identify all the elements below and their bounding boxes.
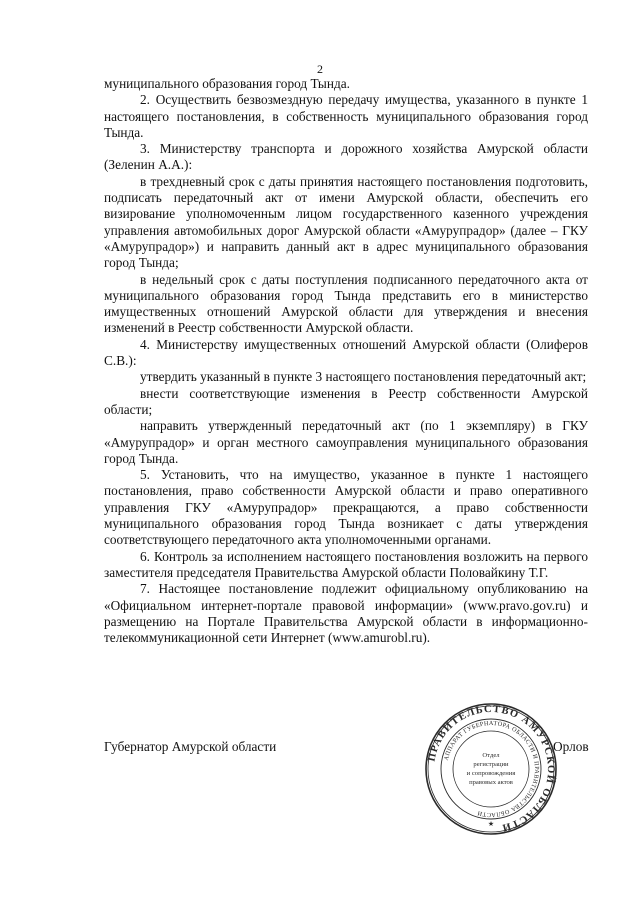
stamp-center-line: и сопровождения bbox=[466, 770, 516, 777]
paragraph: 3. Министерству транспорта и дорожного хозяйства Амурской области (Зеленин А.А.): bbox=[104, 141, 588, 173]
page-number: 2 bbox=[317, 62, 323, 76]
paragraph: муниципального образования город Тында. bbox=[104, 76, 350, 91]
signature-position: Губернатор Амурской области bbox=[104, 739, 277, 754]
paragraph: 7. Настоящее постановление подлежит официальному опубликованию на «Официальном интернет-портале правовой информации» (www.pravo.gov.ru) и размещению на Портале Правительства Амурской области в информационно-телекоммуникационной сети Интернет (www.amurobl.ru). bbox=[104, 581, 588, 646]
paragraph: 2. Осуществить безвозмездную передачу имущества, указанного в пункте 1 настоящего постановления, в собственность муниципального образования город Тында. bbox=[104, 92, 588, 140]
paragraph: 5. Установить, что на имущество, указанное в пункте 1 настоящего постановления, право собственности Амурской области и право оперативного управления ГКУ «Амурупрадор» прекращаются, а право собственности муниципального образования город Тында возникает с даты утверждения соответствующего передаточного акта уполномоченными органами. bbox=[104, 467, 588, 548]
document-body bbox=[104, 76, 588, 646]
paragraph: в недельный срок с даты поступления подписанного передаточного акта от муниципального образования город Тында представить его в министерство имущественных отношений Амурской области для утверждения и внесения изменений в Реестр собственности Амурской области. bbox=[104, 271, 588, 336]
paragraph: 6. Контроль за исполнением настоящего постановления возложить на первого заместителя председателя Правительства Амурской области Половайкину Т.Г. bbox=[104, 548, 588, 580]
stamp-center-line: правовых актов bbox=[469, 779, 513, 786]
stamp-center-line: регистрации bbox=[473, 761, 509, 768]
signature-name: Орлов bbox=[553, 739, 589, 754]
paragraph: в трехдневный срок с даты принятия настоящего постановления подготовить, подписать передаточный акт от имени Амурской области, обеспечить его визирование уполномоченным лицом государственного казенного учреждения управления автомобильных дорог Амурской области «Амурупрадор» (далее – ГКУ «Амурупрадор») и направить данный акт в адрес муниципального образования город Тында; bbox=[104, 173, 588, 271]
paragraph: 4. Министерству имущественных отношений Амурской области (Олиферов С.В.): bbox=[104, 336, 588, 369]
paragraph: направить утвержденный передаточный акт (по 1 экземпляру) в ГКУ «Амурупрадор» и орган местного самоуправления муниципального образования город Тында. bbox=[104, 418, 588, 466]
stamp-star-icon: ★ bbox=[487, 820, 495, 828]
stamp-inner-text: АППАРАТ ГУБЕРНАТОРА ОБЛАСТИ И ПРАВИТЕЛЬСТВА ОБЛАСТИ bbox=[442, 719, 541, 819]
paragraph: внести соответствующие изменения в Реестр собственности Амурской области; bbox=[104, 385, 588, 417]
stamp-center-line: Отдел bbox=[482, 752, 500, 759]
official-stamp bbox=[424, 702, 558, 836]
paragraph: утвердить указанный в пункте 3 настоящего постановления передаточный акт; bbox=[140, 369, 587, 385]
stamp-outer-text: ПРАВИТЕЛЬСТВО АМУРСКОЙ ОБЛАСТИ bbox=[426, 703, 557, 834]
